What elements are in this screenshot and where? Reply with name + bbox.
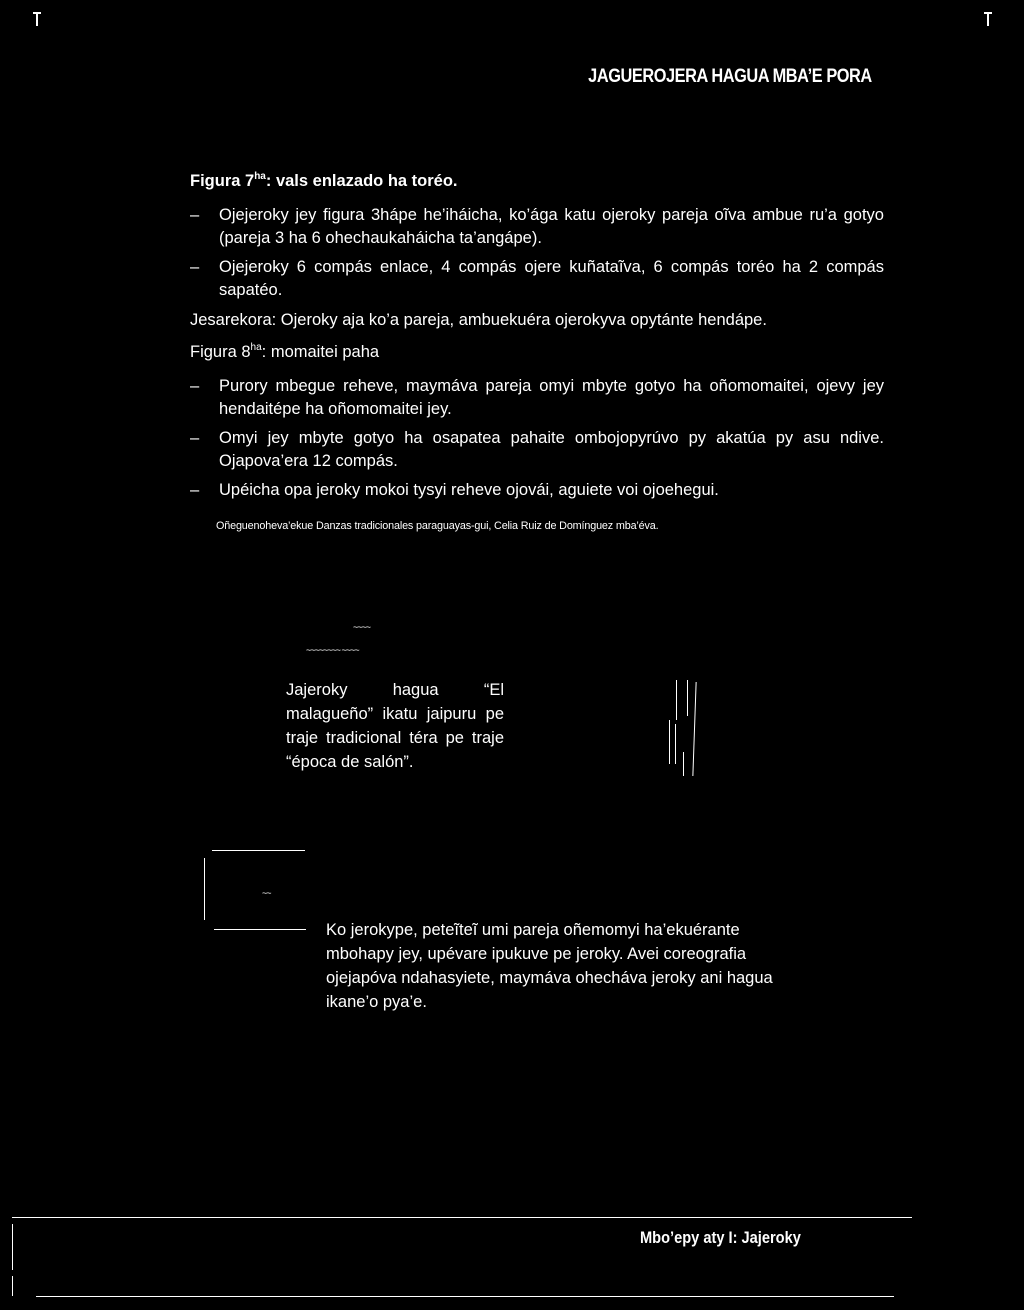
figure-8-item-3	[190, 479, 884, 502]
dash-bullet: –	[190, 206, 200, 224]
figure-8-heading-suffix: : momaitei paha	[261, 343, 380, 361]
crop-mark-left	[36, 12, 38, 26]
source-credit: Oñeguenoheva’ekue Danzas tradicionales paraguayas-gui, Celia Ruiz de Domínguez mba’éva.	[216, 520, 659, 532]
figure-7-heading-suffix: : vals enlazado ha toréo.	[265, 172, 458, 190]
dash-bullet: –	[190, 377, 200, 395]
decor-line	[692, 682, 696, 776]
footer-left-rule	[12, 1224, 13, 1270]
sidebox-2-left-rule	[204, 858, 205, 920]
sidebox-1-scribble-2: ~~~~~~~~ ~~~~	[306, 645, 359, 655]
figure-8-heading-sup: ha	[250, 342, 262, 353]
figure-8-heading-prefix: Figura 8	[190, 343, 251, 361]
sidebox-1-text: Jajeroky hagua “El malagueño” ikatu jaipuru pe traje tradicional téra pe traje “época de salón”.	[286, 681, 504, 771]
decor-line	[683, 752, 684, 776]
decor-line	[687, 680, 688, 716]
dash-bullet: –	[190, 258, 200, 276]
sidebox-2-text: Ko jerokype, peteĩteĩ umi pareja oñemomyi ha’ekuérante mbohapy jey, upévare ipukuve pe jeroky. Avei coreografia ojejapóva ndahasyiete, maymáva ohecháva jeroky ani hagua ikane’o pya’e.	[326, 921, 773, 1011]
decor-line	[669, 720, 670, 764]
footer-chapter-title: Mbo’epy aty I: Jajeroky	[640, 1228, 801, 1247]
figure-7-heading-sup: ha	[254, 171, 266, 182]
figure-8-item-3-text: Upéicha opa jeroky mokoi tysyi reheve ojovái, aguiete voi ojoehegui.	[219, 481, 719, 499]
dash-bullet: –	[190, 429, 200, 447]
dash-bullet: –	[190, 481, 200, 499]
sidebox-2-top-rule	[212, 850, 305, 851]
figure-7-note: Jesarekora: Ojeroky aja ko’a pareja, ambuekuéra ojerokyva opytánte hendápe.	[190, 311, 767, 329]
figure-7-item-2	[190, 256, 884, 302]
figure-8-item-1	[190, 375, 884, 421]
figure-8-item-1-text: Purory mbegue reheve, maymáva pareja omyi mbyte gotyo ha oñomomaitei, ojevy jey hendaitépe ha oñomomaitei jey.	[219, 377, 884, 418]
running-header: JAGUEROJERA HAGUA MBA’E PORA	[588, 66, 872, 87]
sidebox-2-scribble: ~~	[262, 888, 271, 898]
figure-7-heading-prefix: Figura 7	[190, 172, 255, 190]
footer-top-rule	[12, 1217, 912, 1218]
crop-mark-right	[987, 12, 989, 26]
figure-8-item-2-text: Omyi jey mbyte gotyo ha osapatea pahaite ombojopyrúvo py akatúa py asu ndive. Ojapova’era 12 compás.	[219, 429, 884, 470]
figure-8-heading	[190, 341, 379, 364]
figure-8-item-2	[190, 427, 884, 473]
footer-bottom-rule	[36, 1296, 894, 1297]
figure-7-heading	[190, 170, 458, 193]
footer-left-rule-small	[12, 1276, 13, 1296]
sidebox-1-scribble-1: ~~~~	[353, 622, 371, 632]
figure-7-item-1-text: Ojejeroky jey figura 3hápe he’iháicha, ko’ága katu ojeroky pareja oĩva ambue ru’a gotyo (pareja 3 ha 6 ohechaukaháicha ta’angápe).	[219, 206, 884, 247]
decor-line	[676, 680, 677, 720]
figure-7-item-2-text: Ojejeroky 6 compás enlace, 4 compás ojere kuñataĩva, 6 compás toréo ha 2 compás sapatéo.	[219, 258, 884, 299]
decor-line	[675, 724, 676, 764]
figure-7-item-1	[190, 204, 884, 250]
sidebox-2-bottom-rule	[214, 929, 306, 930]
